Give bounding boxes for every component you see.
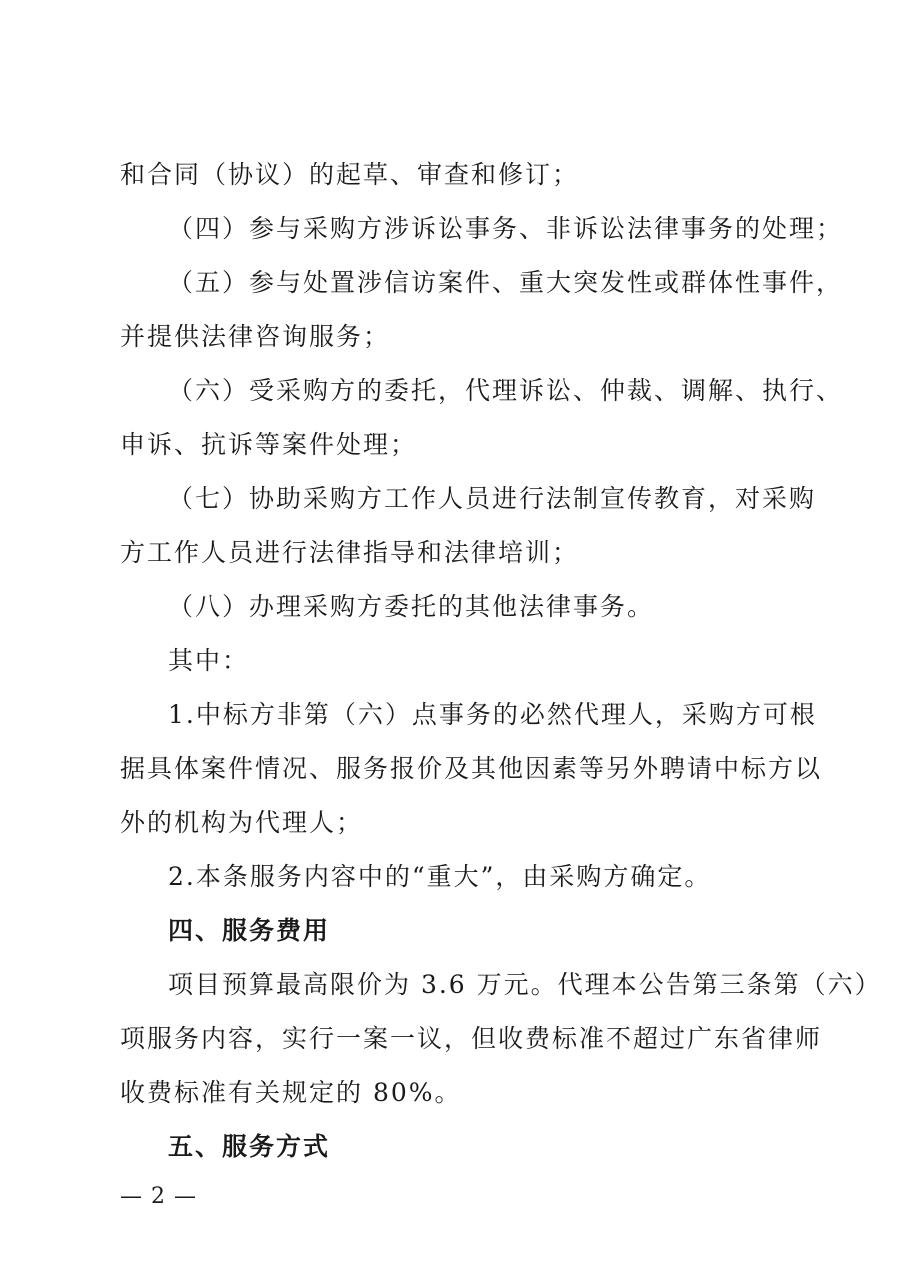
text-line-budget: 项目预算最高限价为 3.6 万元。代理本公告第三条第（六） <box>168 970 882 999</box>
text-line-item-4: （四）参与采购方涉诉讼事务、非诉讼法律事务的处理； <box>168 214 844 243</box>
text-line-note-1: 1.中标方非第（六）点事务的必然代理人，采购方可根 <box>168 700 817 729</box>
section-heading-service-method: 五、服务方式 <box>168 1132 331 1161</box>
section-heading-service-fee: 四、服务费用 <box>168 916 331 945</box>
text-line-contract-drafting: 和合同（协议）的起草、审查和修订； <box>120 160 580 189</box>
text-line-item-6: （六）受采购方的委托，代理诉讼、仲裁、调解、执行、 <box>168 376 844 405</box>
page-number: — 2 — <box>120 1184 197 1209</box>
text-line-item-5-cont: 并提供法律咨询服务； <box>120 322 391 351</box>
text-line-note-1-cont: 据具体案件情况、服务报价及其他因素等另外聘请中标方以 <box>120 754 823 783</box>
text-line-item-6-cont: 申诉、抗诉等案件处理； <box>120 430 418 459</box>
text-line-item-7: （七）协助采购方工作人员进行法制宣传教育，对采购 <box>168 484 817 513</box>
text-line-item-7-cont: 方工作人员进行法律指导和法律培训； <box>120 538 580 567</box>
text-line-note-2: 2.本条服务内容中的“重大”，由采购方确定。 <box>168 862 712 891</box>
text-line-budget-end: 收费标准有关规定的 80%。 <box>120 1078 462 1107</box>
text-line-item-5: （五）参与处置涉信访案件、重大突发性或群体性事件， <box>168 268 844 297</box>
text-line-note-1-end: 外的机构为代理人； <box>120 808 364 837</box>
text-line-among-them: 其中： <box>168 646 250 675</box>
text-line-item-8: （八）办理采购方委托的其他法律事务。 <box>168 592 655 621</box>
text-line-budget-cont: 项服务内容，实行一案一议，但收费标准不超过广东省律师 <box>120 1024 823 1053</box>
